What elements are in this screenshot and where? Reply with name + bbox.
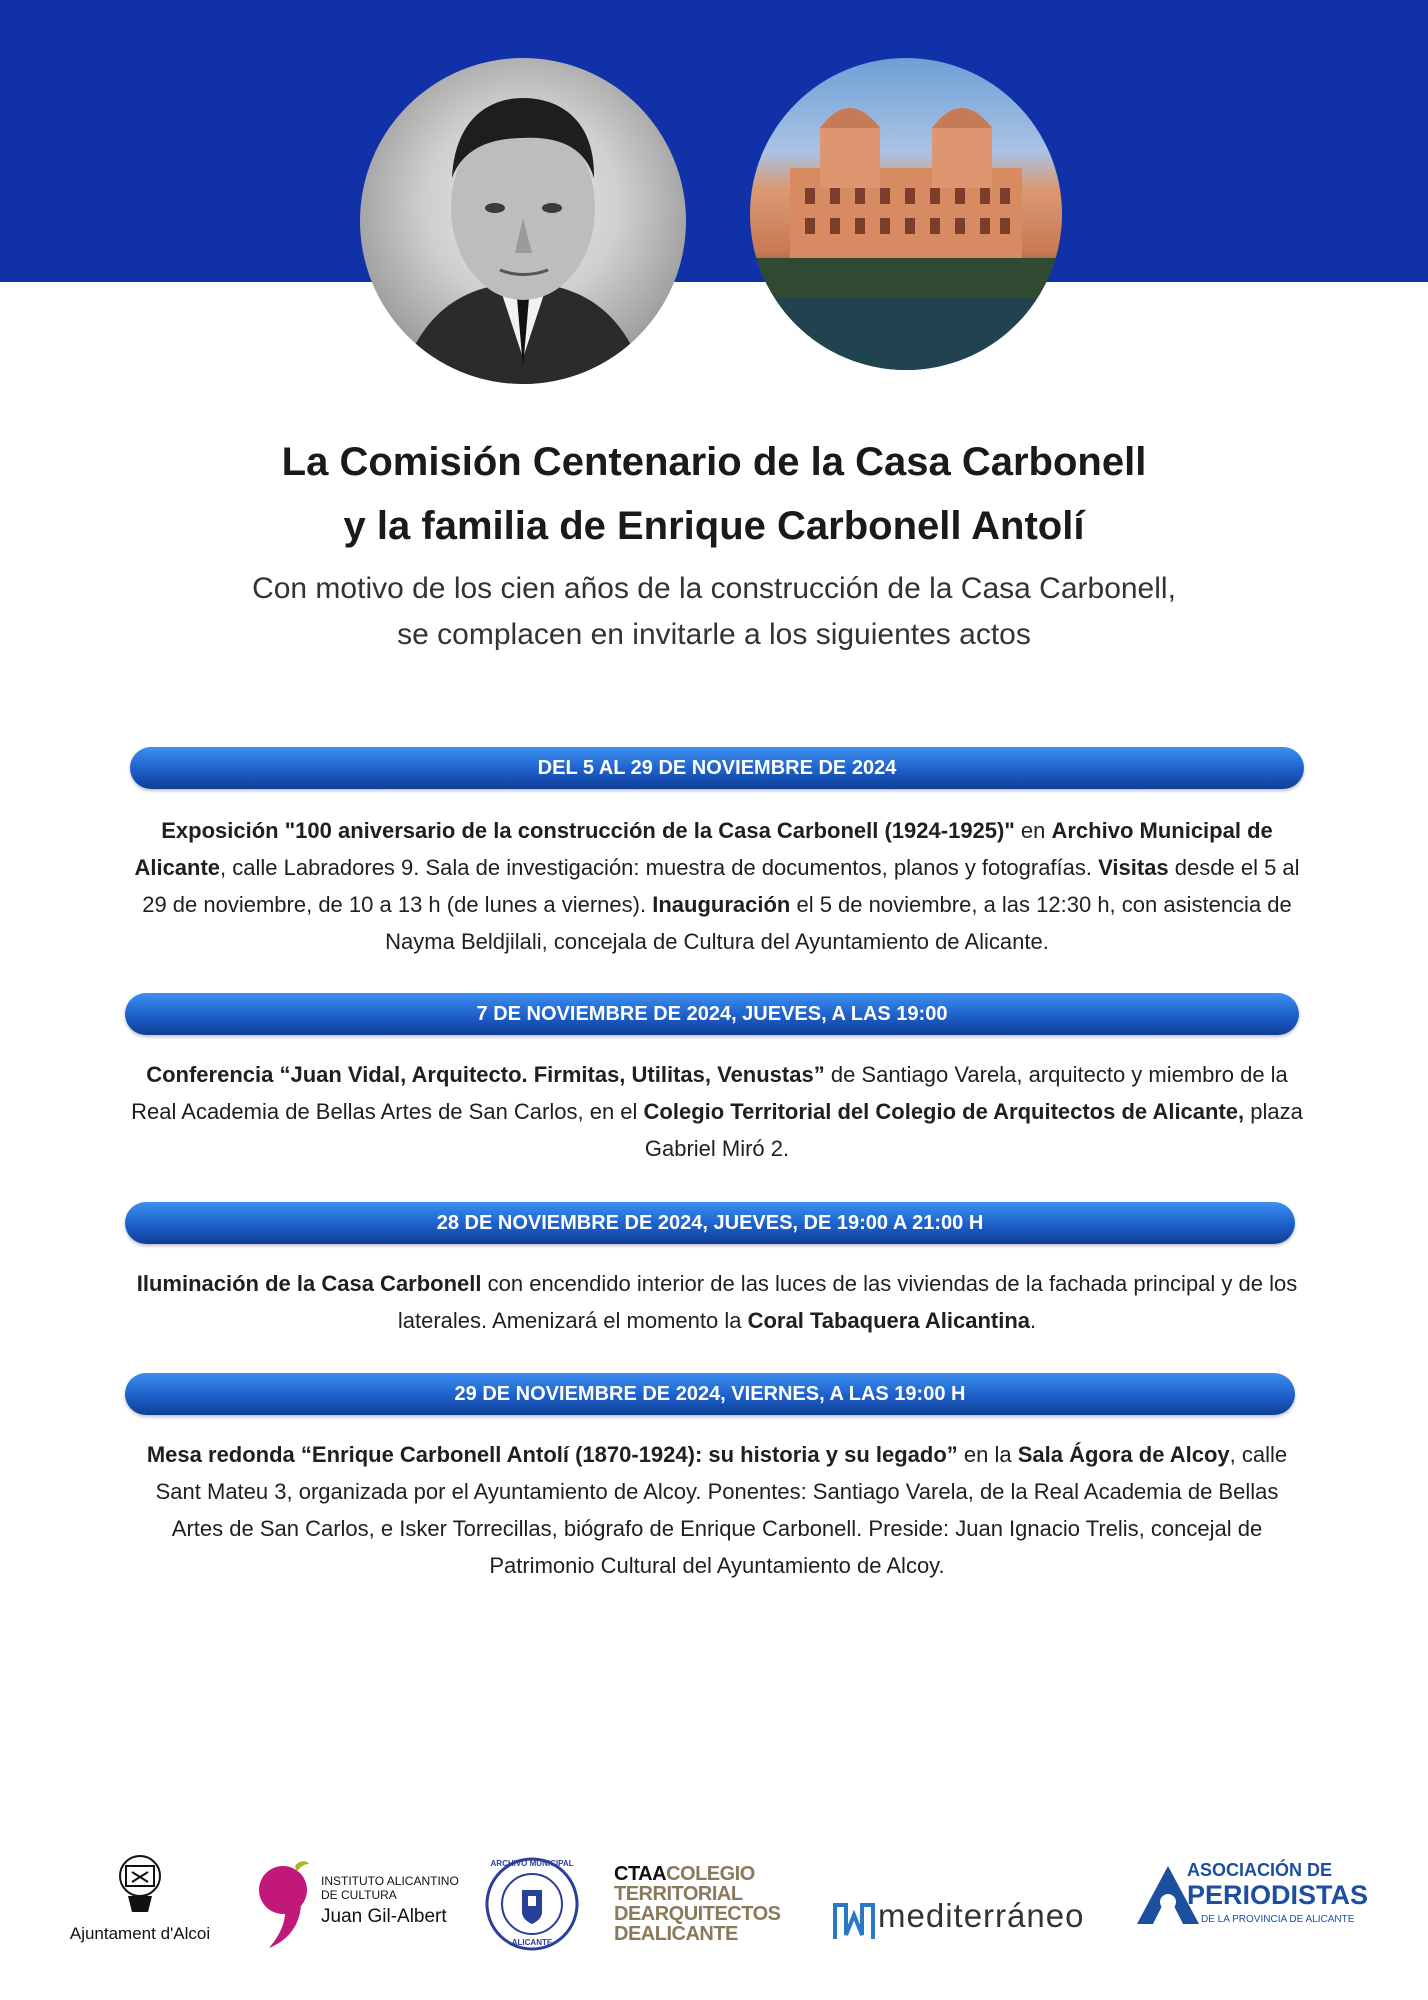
event-text-bold: Conferencia “Juan Vidal, Arquitecto. Firmitas, Utilitas, Venustas” (146, 1062, 825, 1087)
event-text-bold: Archivo Municipal de Alicante (134, 818, 1273, 880)
gilalbert-line2: DE CULTURA (321, 1888, 397, 1902)
periodistas-line1: ASOCIACIÓN DE (1187, 1860, 1333, 1880)
event-text-bold: Inauguración (652, 892, 791, 917)
event-description (130, 812, 1304, 960)
archivo-bottom-text: ALICANTE (511, 1938, 553, 1947)
logo-mediterraneo (832, 1895, 1122, 1945)
archivo-top-text: ARCHIVO MUNICIPAL (490, 1859, 574, 1868)
event-date-banner: 28 DE NOVIEMBRE DE 2024, JUEVES, DE 19:00 A 21:00 H (125, 1202, 1295, 1244)
event-date-banner: DEL 5 AL 29 DE NOVIEMBRE DE 2024 (130, 747, 1304, 789)
event-text-bold: Colegio Territorial del Colegio de Arquitectos de Alicante, (643, 1099, 1245, 1124)
page-title-line2: y la familia de Enrique Carbonell Antolí (343, 504, 1085, 548)
subtitle-line2: se complacen en invitarle a los siguientes actos (397, 618, 1031, 651)
event-text-bold: Sala Ágora de Alcoy (1017, 1442, 1230, 1467)
mediterraneo-text: mediterráneo (878, 1897, 1085, 1934)
event-text: el 5 de noviembre, a las 12:30 h, con asistencia de Nayma Beldjilali, concejala de Cultura del Ayuntamiento de Alicante. (385, 892, 1292, 954)
logo-ctaa (614, 1864, 804, 1950)
event-date-banner: 29 DE NOVIEMBRE DE 2024, VIERNES, A LAS 19:00 H (125, 1373, 1295, 1415)
gilalbert-line3: Juan Gil-Albert (321, 1906, 447, 1927)
portrait-photo (360, 58, 686, 384)
alcoi-logo-text: Ajuntament d'Alcoi (69, 1924, 211, 1943)
event-date-banner: 7 DE NOVIEMBRE DE 2024, JUEVES, A LAS 19:00 (125, 993, 1299, 1035)
event-text-bold: Mesa redonda “Enrique Carbonell Antolí (1870-1924): su historia y su legado” (146, 1442, 958, 1467)
ctaa-line4: DEALICANTE (614, 1923, 738, 1945)
gilalbert-line1: INSTITUTO ALICANTINO (321, 1874, 459, 1888)
event-text: , calle Sant Mateu 3, organizada por el Ayuntamiento de Alcoy. Ponentes: Santiago Varela, de la Real Academia de Bellas Artes de San Carlos, e Isker Torrecillas, biógrafo de Enrique Carbonell. Preside: Juan Ignacio Trelis, concejal de Patrimonio Cultural del Ayuntamiento de Alcoy. (155, 1442, 1288, 1578)
event-text: . (1030, 1308, 1037, 1333)
logo-archivo-municipal (484, 1856, 580, 1952)
coat-of-arms-icon (110, 1852, 170, 1918)
event-text-bold: Visitas (1098, 855, 1169, 880)
event-text: con encendido interior de las luces de las viviendas de la fachada principal y de los laterales. Amenizará el momento la (397, 1271, 1298, 1333)
logo-juan-gil-albert (255, 1858, 470, 1953)
casa-carbonell-photo (750, 58, 1062, 370)
event-text: de Santiago Varela, arquitecto y miembro de la Real Academia de Bellas Artes de San Carlos, en el (131, 1062, 1288, 1124)
ctaa-line1: COLEGIO (666, 1863, 755, 1885)
ctaa-bold: CTAA (614, 1863, 667, 1885)
event-text: en la (957, 1442, 1018, 1467)
subtitle-line1: Con motivo de los cien años de la construcción de la Casa Carbonell, (252, 572, 1176, 605)
event-text-bold: Iluminación de la Casa Carbonell (136, 1271, 482, 1296)
periodistas-line2: PERIODISTAS (1187, 1880, 1369, 1910)
logo-ajuntament-alcoi (55, 1852, 225, 1952)
event-description (130, 1056, 1304, 1167)
event-text: desde el 5 al 29 de noviembre, de 10 a 13 h (de lunes a viernes). (142, 855, 1300, 917)
ctaa-line3: DEARQUITECTOS (614, 1903, 781, 1925)
event-description (130, 1265, 1304, 1339)
event-description (130, 1436, 1304, 1584)
logo-asociacion-periodistas (1135, 1858, 1375, 1950)
header-band (0, 0, 1428, 282)
comma-icon (255, 1858, 313, 1950)
event-text: , calle Labradores 9. Sala de investigación: muestra de documentos, planos y fotografías. (220, 855, 1099, 880)
event-text-bold: Exposición "100 aniversario de la construcción de la Casa Carbonell (1924-1925)" (161, 818, 1015, 843)
page-title-line1: La Comisión Centenario de la Casa Carbonell (281, 440, 1147, 484)
periodistas-line3: DE LA PROVINCIA DE ALICANTE (1201, 1914, 1355, 1925)
event-text: plaza Gabriel Miró 2. (644, 1099, 1303, 1161)
ctaa-line2: TERRITORIAL (614, 1883, 743, 1905)
event-text: en (1014, 818, 1052, 843)
mediterraneo-mark-icon (832, 1899, 876, 1941)
event-text-bold: Coral Tabaquera Alicantina (747, 1308, 1030, 1333)
